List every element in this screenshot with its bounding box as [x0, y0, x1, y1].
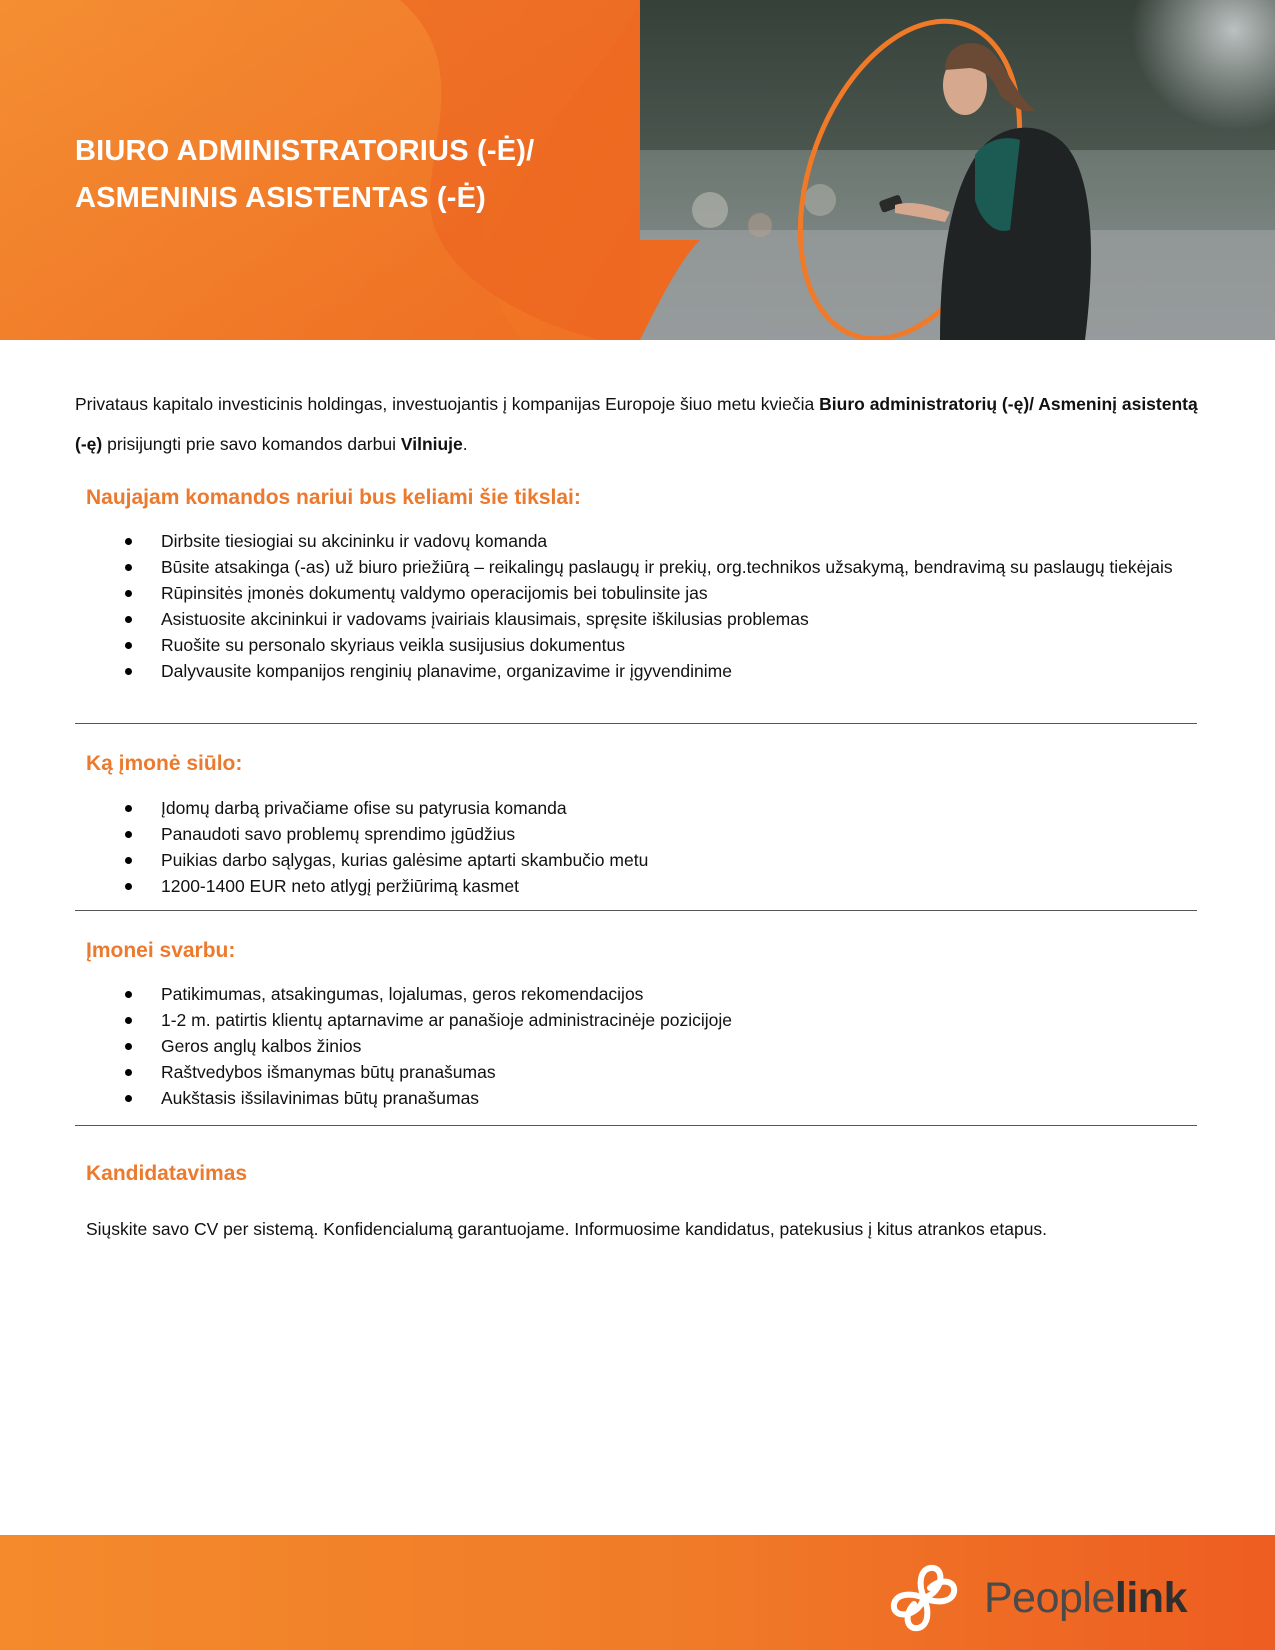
- bullet-dot-icon: [125, 590, 132, 597]
- offer-list: [118, 795, 1198, 899]
- header-banner: [0, 0, 1275, 340]
- bullet-dot-icon: [125, 991, 132, 998]
- intro-city: Vilniuje: [400, 434, 463, 454]
- bullet-dot-icon: [125, 1069, 132, 1076]
- bullet-dot-icon: [125, 805, 132, 812]
- divider: [75, 910, 1197, 911]
- woman-with-phone-image: [640, 0, 1275, 340]
- list-item: Dirbsite tiesiogiai su akcininku ir vadovų komanda: [118, 528, 1198, 554]
- list-item: 1200-1400 EUR neto atlygį peržiūrimą kasmet: [118, 873, 1198, 899]
- logo-text-people: People: [984, 1574, 1115, 1622]
- peoplelink-logo-icon: [888, 1562, 960, 1634]
- bullet-dot-icon: [125, 1017, 132, 1024]
- bullet-dot-icon: [125, 668, 132, 675]
- list-item: Patikimumas, atsakingumas, lojalumas, geros rekomendacijos: [118, 981, 1198, 1007]
- logo-wordmark: [984, 1572, 1187, 1624]
- logo-text-link: link: [1114, 1574, 1187, 1622]
- requirements-list: [118, 981, 1198, 1111]
- intro-text-3: .: [462, 434, 468, 454]
- list-item: Raštvedybos išmanymas būtų pranašumas: [118, 1059, 1198, 1085]
- list-item: Puikias darbo sąlygas, kurias galėsime aptarti skambučio metu: [118, 847, 1198, 873]
- title-line-2: ASMENINIS ASISTENTAS (-Ė): [75, 182, 487, 214]
- page-title: [75, 128, 635, 222]
- list-item: Aukštasis išsilavinimas būtų pranašumas: [118, 1085, 1198, 1111]
- intro-position-name: Biuro administratorių (-ę)/ Asmeninį asistentą (-ę): [75, 394, 1198, 454]
- bullet-dot-icon: [125, 831, 132, 838]
- intro-text-2: prisijungti prie savo komandos darbui: [102, 434, 401, 454]
- offer-heading: Ką įmonė siūlo:: [86, 752, 243, 775]
- goals-list: [118, 528, 1198, 684]
- list-item: Būsite atsakinga (-as) už biuro priežiūrą – reikalingų paslaugų ir prekių, org.technikos užsakymą, bendravimą su paslaugų tiekėjais: [118, 554, 1198, 580]
- list-item: Asistuosite akcininkui ir vadovams įvairiais klausimais, spręsite iškilusias problemas: [118, 606, 1198, 632]
- bullet-dot-icon: [125, 1043, 132, 1050]
- list-item: 1-2 m. patirtis klientų aptarnavime ar panašioje administracinėje pozicijoje: [118, 1007, 1198, 1033]
- intro-text-1: Privataus kapitalo investicinis holdingas, investuojantis į kompanijas Europoje šiuo metu kviečia: [75, 394, 820, 414]
- list-item: Geros anglų kalbos žinios: [118, 1033, 1198, 1059]
- requirements-heading: Įmonei svarbu:: [86, 939, 236, 962]
- bullet-dot-icon: [125, 857, 132, 864]
- bullet-dot-icon: [125, 616, 132, 623]
- list-item: Įdomų darbą privačiame ofise su patyrusia komanda: [118, 795, 1198, 821]
- list-item: Rūpinsitės įmonės dokumentų valdymo operacijomis bei tobulinsite jas: [118, 580, 1198, 606]
- bullet-dot-icon: [125, 1095, 132, 1102]
- apply-heading: Kandidatavimas: [86, 1162, 248, 1185]
- title-line-1: BIURO ADMINISTRATORIUS (-Ė)/: [75, 135, 535, 167]
- intro-paragraph: [75, 384, 1205, 464]
- apply-text: Siųskite savo CV per sistemą. Konfidencialumą garantuojame. Informuosime kandidatus, patekusius į kitus atrankos etapus.: [86, 1219, 1048, 1239]
- bullet-dot-icon: [125, 883, 132, 890]
- list-item: Panaudoti savo problemų sprendimo įgūdžius: [118, 821, 1198, 847]
- divider: [75, 723, 1197, 724]
- bullet-dot-icon: [125, 564, 132, 571]
- bullet-dot-icon: [125, 642, 132, 649]
- list-item: Ruošite su personalo skyriaus veikla susijusius dokumentus: [118, 632, 1198, 658]
- header-photo: [640, 0, 1275, 340]
- list-item: Dalyvausite kompanijos renginių planavime, organizavime ir įgyvendinime: [118, 658, 1198, 684]
- goals-heading: Naujajam komandos nariui bus keliami šie tikslai:: [86, 486, 581, 509]
- divider: [75, 1125, 1197, 1126]
- peoplelink-logo: [888, 1562, 1208, 1634]
- bullet-dot-icon: [125, 538, 132, 545]
